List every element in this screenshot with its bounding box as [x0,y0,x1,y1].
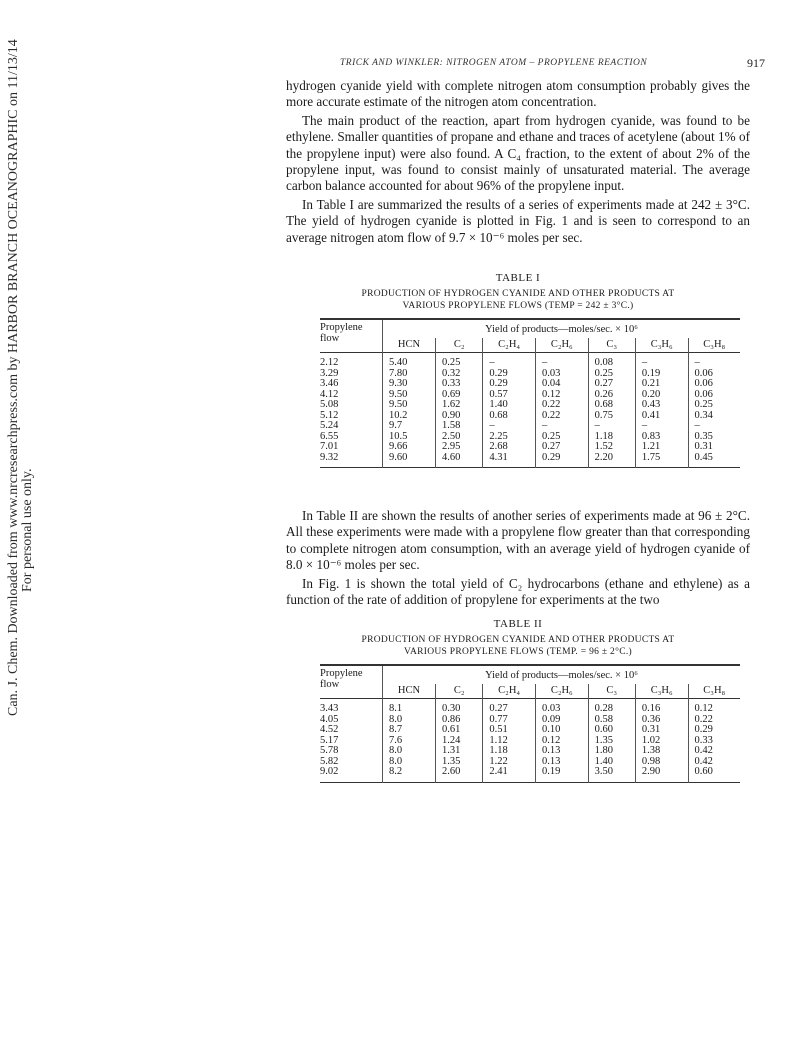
table-cell: 0.41 [635,411,688,422]
table-cell: 1.22 [483,757,536,768]
table-cell: 2.68 [483,442,536,453]
table1 [320,318,740,468]
running-head: TRICK AND WINKLER: NITROGEN ATOM – PROPYLENE REACTION [340,58,648,68]
table-cell: 0.25 [688,400,740,411]
table-cell: 1.75 [635,453,688,468]
table-row [320,715,740,726]
table-cell: 1.58 [436,421,483,432]
table-cell: 8.1 [383,699,436,715]
table-row [320,767,740,782]
table-cell: 9.32 [320,451,339,463]
table-cell: 0.22 [688,715,740,726]
table-cell: 1.21 [635,442,688,453]
download-note-line1: Can. J. Chem. Downloaded from www.nrcresearchpress.com by HARBOR BRANCH OCEANOGRAPHIC on 11/13/14 [6,39,21,716]
table-cell: 1.12 [483,736,536,747]
table1-caption-line1: PRODUCTION OF HYDROGEN CYANIDE AND OTHER PRODUCTS AT [361,289,675,299]
table-cell: 8.0 [383,715,436,726]
table-cell: 0.22 [535,411,588,422]
table-cell: 0.22 [535,400,588,411]
table-cell: 0.06 [688,369,740,380]
table-cell: – [483,353,536,369]
table-cell: 3.50 [588,767,635,782]
table-cell: 0.68 [588,400,635,411]
table-cell: 0.25 [436,353,483,369]
table-cell: 1.02 [635,736,688,747]
table-row [320,442,740,453]
table-row [320,432,740,443]
table-cell: – [635,353,688,369]
table-cell: – [483,421,536,432]
table-cell: 8.2 [383,767,436,782]
table-cell: 10.5 [383,432,436,443]
table-cell: 2.60 [436,767,483,782]
table-cell: 5.12 [320,409,339,421]
table-cell: 0.31 [688,442,740,453]
table-cell: 0.28 [588,699,635,715]
table-cell: 7.6 [383,736,436,747]
table-cell: 0.09 [535,715,588,726]
table-cell: 0.33 [688,736,740,747]
paragraph: hydrogen cyanide yield with complete nitrogen atom consumption probably gives the more accurate estimate of the nitrogen atom concentration. [286,78,750,110]
table-cell: 0.68 [483,411,536,422]
table1-group-header: Yield of products—moles/sec. × 10⁶ [383,319,741,338]
table1-col-header: C₂H₆ [535,338,588,353]
table2-col-header: C₂ [436,684,483,699]
table2-label: TABLE II [493,618,543,630]
table-cell: 6.55 [320,430,339,442]
table-row [320,390,740,401]
table-cell: 0.60 [688,767,740,782]
table-cell: 0.42 [688,757,740,768]
table1-col-header: HCN [383,338,436,353]
table-cell: 0.26 [588,390,635,401]
table-cell: 9.02 [320,766,339,777]
table-cell: 1.18 [588,432,635,443]
table-cell: 2.90 [635,767,688,782]
page-number: 917 [747,56,765,70]
table-cell: 0.27 [483,699,536,715]
table-cell: 1.62 [436,400,483,411]
table-cell: 8.7 [383,725,436,736]
paragraph: In Table II are shown the results of another series of experiments made at 96 ± 2°C. All these experiments were made with a propylene flow greater than that corresponding to complete nitrogen atom consumption, with an average yield of hydrogen cyanide of 8.0 × 10⁻⁶ moles per sec. [286,508,750,573]
table-cell: 4.31 [483,453,536,468]
table-cell: 0.16 [635,699,688,715]
table1-col-header: C₃H₆ [635,338,688,353]
table-cell: 3.29 [320,367,339,379]
table1-col-header: C₂ [436,338,483,353]
table-cell: 2.12 [320,357,339,368]
table-cell: – [588,421,635,432]
table-cell: 1.80 [588,746,635,757]
table-cell: 4.12 [320,388,339,400]
table-row [320,400,740,411]
table-cell: 0.03 [535,369,588,380]
table-cell: 0.19 [535,767,588,782]
table-cell: 0.32 [436,369,483,380]
table-cell: 3.46 [320,378,339,389]
table-cell: 0.21 [635,379,688,390]
table-cell: 0.29 [483,369,536,380]
table-cell: 1.52 [588,442,635,453]
table-cell: 7.01 [320,441,339,452]
table-cell: 9.60 [383,453,436,468]
table-cell: 0.06 [688,379,740,390]
table-cell: 0.29 [535,453,588,468]
table-cell: 0.57 [483,390,536,401]
table-cell: 2.95 [436,442,483,453]
table-cell: 0.75 [588,411,635,422]
table-row [320,379,740,390]
table-cell: 0.45 [688,453,740,468]
table-cell: 7.80 [383,369,436,380]
table-cell: 4.60 [436,453,483,468]
table-cell: 9.50 [383,390,436,401]
table-row [320,746,740,757]
table1-rowhead: Propylene flow [320,322,363,344]
table-cell: 0.04 [535,379,588,390]
table-cell: 0.13 [535,746,588,757]
table-cell: 9.66 [383,442,436,453]
table-cell: 4.52 [320,724,339,735]
table-cell: – [635,421,688,432]
table-cell: 5.82 [320,755,339,767]
table-cell: 0.61 [436,725,483,736]
table-cell: – [535,353,588,369]
body-text-lower [286,508,750,608]
table-cell: 0.83 [635,432,688,443]
table-cell: 1.31 [436,746,483,757]
table-row [320,725,740,736]
paragraph: The main product of the reaction, apart from hydrogen cyanide, was found to be ethylene. Smaller quantities of propane and ethane and traces of acetylene (about 1% of the propylene input) were also found. A C₄ fraction, to the extent of about 2% of the propylene input, was found to consist mainly of unsaturated material. The average carbon balance accounted for about 96% of the propylene input. [286,112,750,194]
table-cell: 0.03 [535,699,588,715]
table1-col-header: C₂H₄ [483,338,536,353]
paragraph: In Table I are summarized the results of a series of experiments made at 242 ± 3°C. The yield of hydrogen cyanide is plotted in Fig. 1 and is seen to correspond to an average nitrogen atom flow of 9.7 × 10⁻⁶ moles per sec. [286,196,750,245]
table-cell: 0.20 [635,390,688,401]
table-cell: 0.10 [535,725,588,736]
table1-label: TABLE I [495,272,541,284]
table2-caption-line1: PRODUCTION OF HYDROGEN CYANIDE AND OTHER PRODUCTS AT [361,635,675,645]
table-cell: 4.05 [320,713,339,725]
table-cell: 0.35 [688,432,740,443]
table-cell: 1.24 [436,736,483,747]
table-cell: 5.40 [383,353,436,369]
table-cell: 9.30 [383,379,436,390]
table-cell: 0.90 [436,411,483,422]
table-cell: 0.27 [535,442,588,453]
table-row [320,699,740,715]
table-cell: 1.35 [436,757,483,768]
table-cell: 5.78 [320,745,339,756]
table-cell: 0.42 [688,746,740,757]
table-cell: 0.12 [535,390,588,401]
table-cell: 10.2 [383,411,436,422]
table1-caption-line2: VARIOUS PROPYLENE FLOWS (TEMP = 242 ± 3°C.) [402,301,634,311]
table-cell: 0.60 [588,725,635,736]
table-cell: 0.29 [483,379,536,390]
table-cell: – [688,421,740,432]
table-row [320,411,740,422]
table-cell: 2.50 [436,432,483,443]
table-cell: 0.25 [535,432,588,443]
table-cell: 9.50 [383,400,436,411]
table-cell: 8.0 [383,757,436,768]
table-cell: – [688,353,740,369]
table-cell: 5.24 [320,420,339,431]
table1-caption [308,288,728,312]
table-cell: – [535,421,588,432]
table-cell: 0.51 [483,725,536,736]
table-row [320,353,740,369]
table2-col-header: C₃ [588,684,635,699]
table-cell: 2.41 [483,767,536,782]
table2-caption-line2: VARIOUS PROPYLENE FLOWS (TEMP. = 96 ± 2°C.) [404,647,632,657]
table-cell: 0.29 [688,725,740,736]
table-cell: 0.34 [688,411,740,422]
table2-group-header: Yield of products—moles/sec. × 10⁶ [383,665,741,684]
table2-col-header: HCN [383,684,436,699]
table-row [320,757,740,768]
table-cell: 0.36 [635,715,688,726]
table-row [320,736,740,747]
table-cell: 0.13 [535,757,588,768]
table2-col-header: C₂H₄ [483,684,536,699]
table-row [320,453,740,468]
table-cell: 1.40 [588,757,635,768]
table-cell: 1.38 [635,746,688,757]
table1-col-header: C₃ [588,338,635,353]
table-cell: 0.86 [436,715,483,726]
table-cell: 0.06 [688,390,740,401]
table-cell: 0.12 [535,736,588,747]
table-cell: 0.77 [483,715,536,726]
paragraph: In Fig. 1 is shown the total yield of C₂ hydrocarbons (ethane and ethylene) as a function of the rate of addition of propylene for experiments at the two [286,575,750,608]
table2-caption [308,634,728,658]
table-cell: 5.08 [320,399,339,410]
table-cell: 9.7 [383,421,436,432]
table-cell: 5.17 [320,734,339,746]
table-cell: 0.58 [588,715,635,726]
table-row [320,421,740,432]
table2-col-header: C₃H₈ [688,684,740,699]
body-text-upper [286,78,750,246]
table-cell: 0.69 [436,390,483,401]
table-cell: 0.43 [635,400,688,411]
table-cell: 1.18 [483,746,536,757]
table-cell: 1.35 [588,736,635,747]
table-cell: 0.08 [588,353,635,369]
table1-col-header: C₃H₈ [688,338,740,353]
table-cell: 0.12 [688,699,740,715]
table2-rowhead: Propylene flow [320,668,363,690]
table2-col-header: C₃H₆ [635,684,688,699]
download-watermark [2,0,38,1051]
table-cell: 0.25 [588,369,635,380]
table-cell: 0.30 [436,699,483,715]
table-cell: 0.98 [635,757,688,768]
table-cell: 0.19 [635,369,688,380]
table-cell: 0.33 [436,379,483,390]
table2-col-header: C₂H₆ [535,684,588,699]
table-row [320,369,740,380]
table-cell: 0.27 [588,379,635,390]
table-cell: 1.40 [483,400,536,411]
table-cell: 2.20 [588,453,635,468]
download-note-line2: For personal use only. [20,468,35,592]
table-cell: 3.43 [320,703,339,714]
table-cell: 8.0 [383,746,436,757]
table2 [320,664,740,783]
table-cell: 2.25 [483,432,536,443]
table-cell: 0.31 [635,725,688,736]
